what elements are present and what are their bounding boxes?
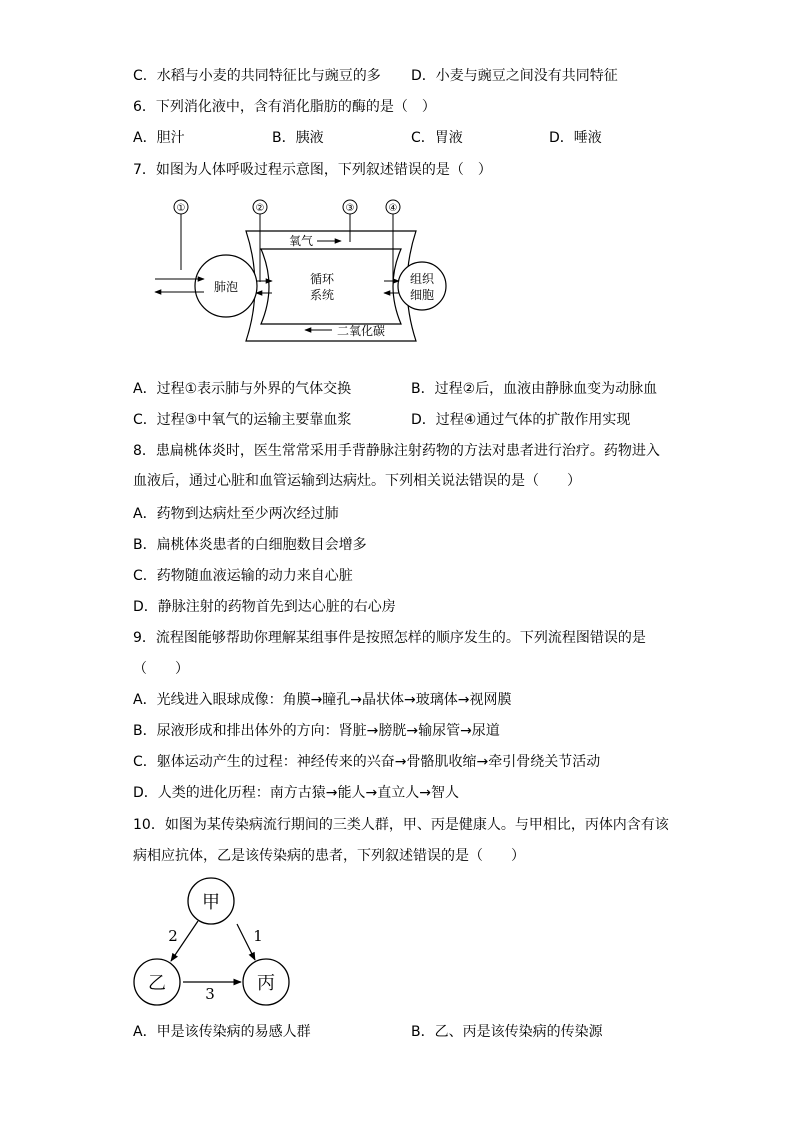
q9-option-b: B．尿液形成和排出体外的方向：肾脏→膀胱→输尿管→尿道 [133,723,500,739]
q5-option-d: D．小麦与豌豆之间没有共同特征 [411,68,618,84]
q9-option-d: D．人类的进化历程：南方古猿→能人→直立人→智人 [133,785,459,801]
alveolus-label: 肺泡 [213,280,239,294]
q10-stem-line-2: 病相应抗体，乙是该传染病的患者，下列叙述错误的是（ ） [133,848,525,864]
q6-option-a: A．胆汁 [133,130,185,146]
q7-option-b: B．过程②后，血液由静脉血变为动脉血 [411,381,658,397]
q8-stem-line-1: 8．患扁桃体炎时，医生常常采用手背静脉注射药物的方法对患者进行治疗。药物进入 [133,443,660,459]
svg-text:甲: 甲 [202,892,220,913]
mark-3 [343,200,357,214]
q10-option-b: B．乙、丙是该传染病的传染源 [411,1024,603,1040]
label-3: 3 [205,985,215,1003]
q9-stem-line-1: 9．流程图能够帮助你理解某组事件是按照怎样的顺序发生的。下列流程图错误的是 [133,630,646,646]
oxygen-label: 氧气 [289,234,314,248]
circulation-label-2: 系统 [309,288,335,302]
q8-option-b: B．扁桃体炎患者的白细胞数目会增多 [133,537,367,553]
circulation-label-1: 循环 [309,272,335,286]
q10-stem-line-1: 10．如图为某传染病流行期间的三类人群，甲、丙是健康人。与甲相比，丙体内含有该 [133,817,669,833]
q9-stem-line-2: （ ） [133,661,189,677]
tissue-label-1: 组织 [409,272,435,286]
svg-text:②: ② [255,203,265,214]
q9-option-a: A．光线进入眼球成像：角膜→瞳孔→晶状体→玻璃体→视网膜 [133,692,512,708]
vessel-inner [261,249,401,324]
q9-option-c: C．躯体运动产生的过程：神经传来的兴奋→骨骼肌收缩→牵引骨绕关节活动 [133,754,601,770]
svg-text:③: ③ [345,203,355,214]
svg-text:乙: 乙 [148,973,166,994]
infection-diagram [125,870,300,1010]
q8-option-c: C．药物随血液运输的动力来自心脏 [133,568,353,584]
label-2: 2 [168,927,178,945]
q8-option-a: A．药物到达病灶至少两次经过肺 [133,506,339,522]
node-jia [188,878,234,924]
mark-4 [386,200,400,214]
node-yi [134,959,180,1005]
q6-option-c: C．胃液 [411,130,463,146]
q8-option-d: D．静脉注射的药物首先到达心脏的右心房 [133,599,396,615]
tissue-cell-circle [398,262,446,310]
q6-option-d: D．唾液 [549,130,602,146]
svg-text:丙: 丙 [257,973,275,994]
svg-text:①: ① [176,203,186,214]
label-1: 1 [253,927,263,945]
q6-option-b: B．胰液 [272,130,324,146]
q10-option-a: A．甲是该传染病的易感人群 [133,1024,311,1040]
svg-text:④: ④ [388,203,398,214]
co2-label: 二氧化碳 [337,324,386,338]
q8-stem-line-2: 血液后，通过心脏和血管运输到达病灶。下列相关说法错误的是（ ） [133,473,581,489]
mark-1 [174,200,188,214]
q7-option-a: A．过程①表示肺与外界的气体交换 [133,381,352,397]
node-bing [243,959,289,1005]
tissue-label-2: 细胞 [409,288,435,302]
q7-option-d: D．过程④通过气体的扩散作用实现 [411,412,631,428]
q5-option-c: C．水稻与小麦的共同特征比与豌豆的多 [133,68,381,84]
q6-stem: 6．下列消化液中，含有消化脂肪的酶的是（ ） [133,99,436,115]
q7-option-c: C．过程③中氧气的运输主要靠血浆 [133,412,352,428]
respiration-diagram [145,195,455,345]
mark-2 [253,200,267,214]
q7-stem: 7．如图为人体呼吸过程示意图，下列叙述错误的是（ ） [133,162,492,178]
